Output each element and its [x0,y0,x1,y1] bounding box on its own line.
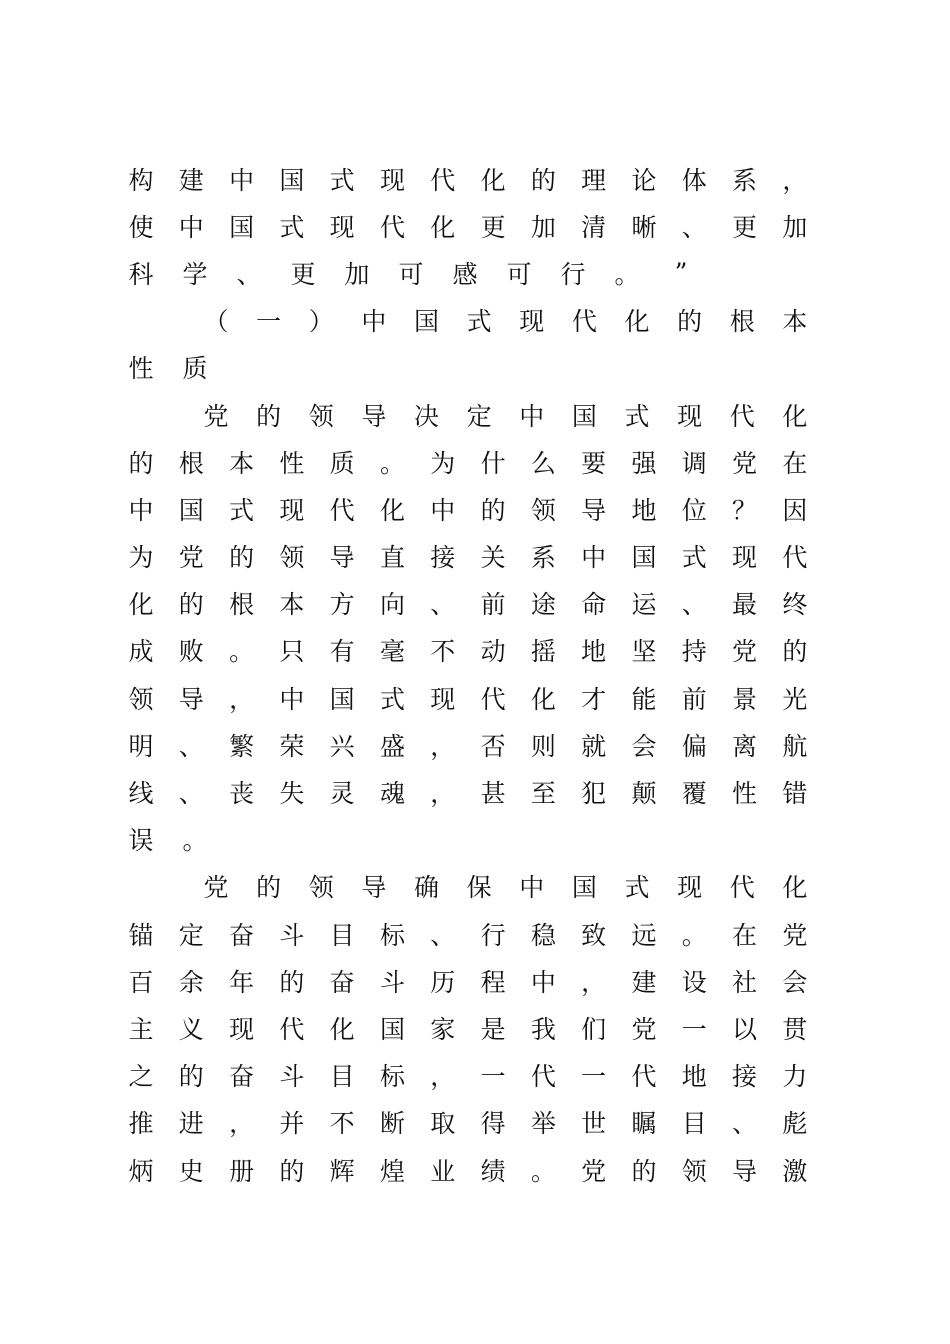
text-line: 科 学 、 更 加 可 感 可 行 。 ” [128,258,688,289]
text-line: 构 建 中 国 式 现 代 化 的 理 论 体 系 ， [128,165,808,195]
text-line: 中 国 式 现 代 化 中 的 领 导 地 位 ？ 因 [128,495,808,525]
document-body [128,155,808,1193]
text-line: 性 质 [128,354,208,384]
text-line: 主 义 现 代 化 国 家 是 我 们 党 一 以 贯 [128,1014,808,1044]
text-line: 为 党 的 领 导 直 接 关 系 中 国 式 现 代 [128,543,808,573]
text-line: 的 根 本 性 质 。 为 什 么 要 强 调 党 在 [128,448,808,478]
text-line: 成 败 。 只 有 毫 不 动 摇 地 坚 持 党 的 [128,637,808,667]
text-line: 百 余 年 的 奋 斗 历 程 中 ， 建 设 社 会 [128,967,808,997]
text-line: 之 的 奋 斗 目 标 ， 一 代 一 代 地 接 力 [128,1062,808,1092]
text-line: 线 、 丧 失 灵 魂 ， 甚 至 犯 颠 覆 性 错 [128,779,808,809]
text-line: 明 、 繁 荣 兴 盛 ， 否 则 就 会 偏 离 航 [128,731,808,761]
text-line: 推 进 ， 并 不 断 取 得 举 世 瞩 目 、 彪 [128,1109,808,1139]
text-line: 领 导 ， 中 国 式 现 代 化 才 能 前 景 光 [128,684,808,714]
text-line: 炳 史 册 的 辉 煌 业 绩 。 党 的 领 导 激 [128,1156,808,1186]
text-line: （ 一 ） 中 国 式 现 代 化 的 根 本 [203,307,808,337]
text-line: 党 的 领 导 确 保 中 国 式 现 代 化 [203,873,808,903]
text-line: 锚 定 奋 斗 目 标 、 行 稳 致 远 。 在 党 [128,920,808,950]
text-line: 误 。 [128,826,208,856]
text-line: 党 的 领 导 决 定 中 国 式 现 代 化 [203,401,808,431]
text-line: 使 中 国 式 现 代 化 更 加 清 晰 、 更 加 [128,212,808,242]
text-line: 化 的 根 本 方 向 、 前 途 命 运 、 最 终 [128,590,808,620]
